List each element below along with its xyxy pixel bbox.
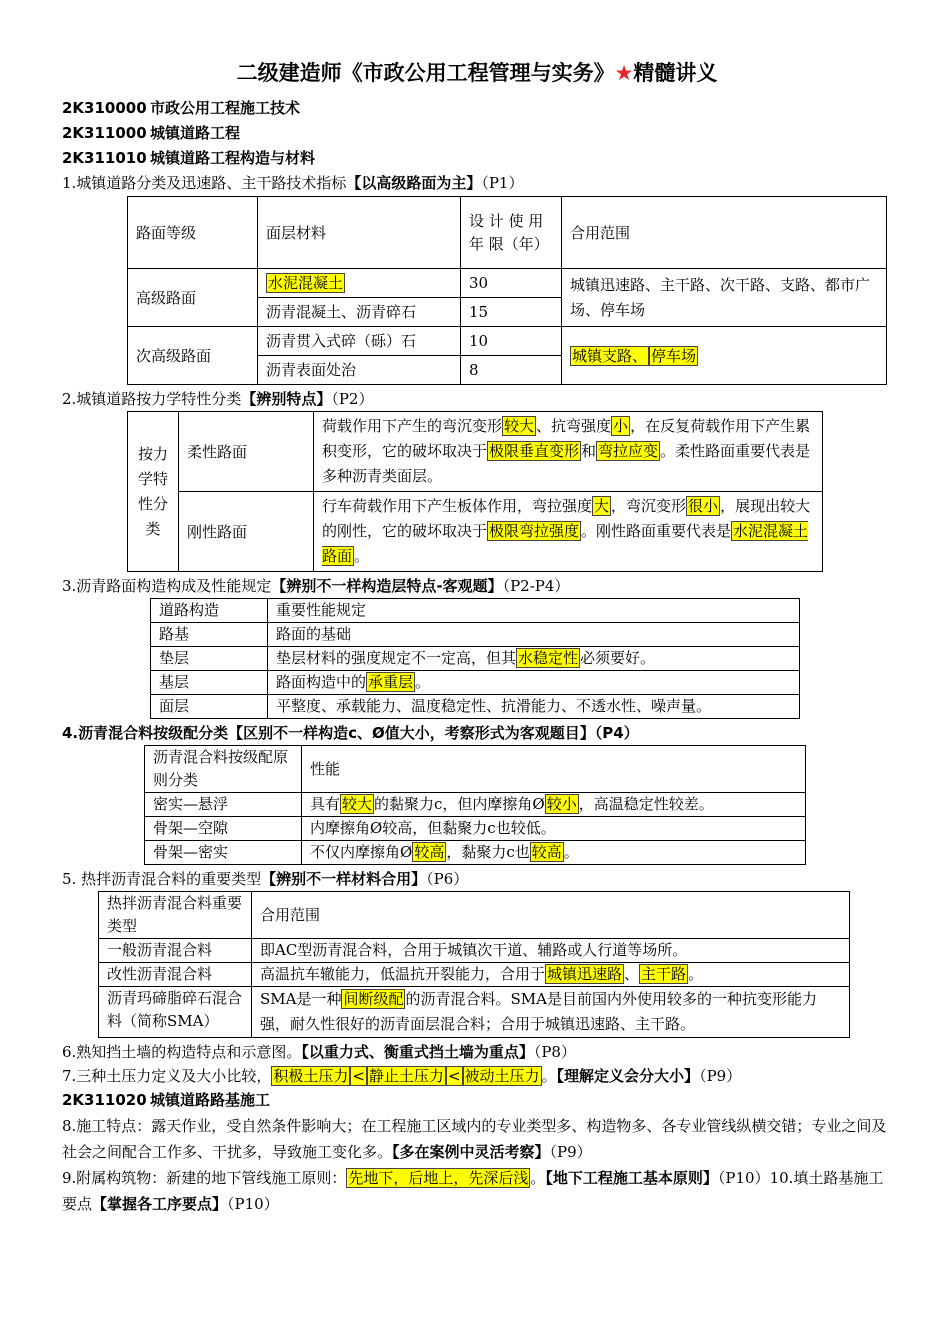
table-cell: 沥青表面处治	[258, 356, 461, 385]
table-cell: 垫层材料的强度规定不一定高，但其 水稳定性 必须要好。	[268, 647, 800, 671]
star-icon: ★	[614, 61, 634, 85]
table-cell: 不仅内摩擦角Ø 较高 ，黏聚力c也 较高 。	[302, 841, 806, 865]
table-header: 沥青混合料按级配原则分类	[145, 746, 302, 793]
table-cell: 面层	[151, 695, 268, 719]
item-9: 9.附属构筑物：新建的地下管线施工原则： 先地下，后地上，先深后浅 。【地下工程施工基本原则】（P10）10.填土路基施工要点【掌握各工序要点】（P10）	[62, 1169, 884, 1213]
table-cell: 沥青玛碲脂碎石混合料（简称SMA）	[99, 987, 252, 1038]
table-cell: 城镇迅速路、主干路、次干路、支路、都市广场、停车场	[562, 269, 887, 327]
table-cell: 具有 较大 的黏聚力c，但内摩擦角Ø 较小 ，高温稳定性较差。	[302, 793, 806, 817]
table-cell: 基层	[151, 671, 268, 695]
table-cell: 密实—悬浮	[145, 793, 302, 817]
table-cell: 即AC型沥青混合料，合用于城镇次干道、辅路或人行道等场所。	[252, 939, 850, 963]
table-cell: 路基	[151, 623, 268, 647]
section-heading: 2K311000 城镇道路工程	[62, 124, 241, 142]
table-cell: 高级路面	[128, 269, 258, 327]
item-5: 5. 热拌沥青混合料的重要类型【辨别不一样材料合用】（P6）	[62, 870, 469, 888]
table-cell: 行车荷载作用下产生板体作用，弯拉强度 大 ，弯沉变形 很小 ，展现出较大的刚性，它的破坏取决于 极限弯拉强度 。刚性路面重要代表是 水泥混凝土路面 。	[314, 492, 823, 572]
table-cell: 骨架—空隙	[145, 817, 302, 841]
table-cell: 高温抗车辙能力，低温抗开裂能力，合用于 城镇迅速路 、 主干路 。	[252, 963, 850, 987]
table-cell: 30	[461, 269, 562, 298]
table-header: 热拌沥青混合料重要类型	[99, 892, 252, 939]
table-cell: 8	[461, 356, 562, 385]
table-header: 道路构造	[151, 599, 268, 623]
table-cell: 路面构造中的 承重层 。	[268, 671, 800, 695]
section-heading: 2K310000 市政公用工程施工技术	[62, 99, 301, 117]
item-6: 6.熟知挡土墙的构造特点和示意图。【以重力式、衡重式挡土墙为重点】（P8）	[62, 1043, 576, 1061]
table-header: 设 计 使 用 年 限（年）	[461, 197, 562, 269]
table-header: 重要性能规定	[268, 599, 800, 623]
table-cell: 垫层	[151, 647, 268, 671]
gradation-table	[144, 745, 806, 865]
table-cell: 内摩擦角Ø较高，但黏聚力c也较低。	[302, 817, 806, 841]
table-cell: SMA是一种 间断级配 的沥青混合料。SMA是目前国内外使用较多的一种抗变形能力强，耐久性很好的沥青面层混合料；合用于城镇迅速路、主干路。	[252, 987, 850, 1038]
table-cell: 荷载作用下产生的弯沉变形 较大 、抗弯强度 小 ，在反复荷载作用下产生累积变形，它的破坏取决于 极限垂直变形 和 弯拉应变 。柔性路面重要代表是多种沥青类面层。	[314, 412, 823, 492]
document-page	[62, 58, 892, 1217]
table-cell: 15	[461, 298, 562, 327]
table-cell: 改性沥青混合料	[99, 963, 252, 987]
item-2: 2.城镇道路按力学特性分类【辨别特点】（P2）	[62, 390, 374, 408]
table-cell: 城镇支路、 停车场	[562, 327, 887, 385]
item-3: 3.沥青路面构造构成及性能规定【辨别不一样构造层特点-客观题】（P2-P4）	[62, 577, 570, 595]
table-cell: 水泥混凝土	[258, 269, 461, 298]
item-1: 1.城镇道路分类及迅速路、主干路技术指标【以高级路面为主】（P1）	[62, 174, 524, 192]
table-cell: 按力学特性分类	[128, 412, 179, 572]
item-4: 4.沥青混合料按级配分类【区别不一样构造c、Ø值大小，考察形式为客观题目】（P4）	[62, 724, 639, 742]
road-grade-table	[127, 196, 887, 385]
table-cell: 刚性路面	[179, 492, 314, 572]
table-cell: 柔性路面	[179, 412, 314, 492]
table-cell: 路面的基础	[268, 623, 800, 647]
table-header: 合用范围	[562, 197, 887, 269]
table-cell: 骨架—密实	[145, 841, 302, 865]
table-cell: 一般沥青混合料	[99, 939, 252, 963]
table-header: 合用范围	[252, 892, 850, 939]
asphalt-structure-table	[150, 598, 800, 719]
hot-mix-table	[98, 891, 850, 1038]
table-header: 面层材料	[258, 197, 461, 269]
table-cell: 沥青贯入式碎（砾）石	[258, 327, 461, 356]
mechanics-table	[127, 411, 823, 572]
table-header: 性能	[302, 746, 806, 793]
section-heading: 2K311020 城镇道路路基施工	[62, 1091, 271, 1109]
table-cell: 沥青混凝土、沥青碎石	[258, 298, 461, 327]
section-heading: 2K311010 城镇道路工程构造与材料	[62, 149, 316, 167]
table-cell: 10	[461, 327, 562, 356]
item-8: 8.施工特点：露天作业，受自然条件影响大；在工程施工区域内的专业类型多、构造物多、各专业管线纵横交错；专业之间及社会之间配合工作多、干扰多，导致施工变化多。【多在案例中灵活考察】（P9）	[62, 1117, 887, 1161]
table-cell: 次高级路面	[128, 327, 258, 385]
item-7: 7.三种土压力定义及大小比较， 积极土压力 < 静止土压力 < 被动土压力 。【理解定义会分大小】（P9）	[62, 1067, 742, 1085]
table-cell: 平整度、承载能力、温度稳定性、抗滑能力、不透水性、噪声量。	[268, 695, 800, 719]
document-title: 二级建造师《市政公用工程管理与实务》★精髓讲义	[236, 61, 718, 85]
table-header: 路面等级	[128, 197, 258, 269]
